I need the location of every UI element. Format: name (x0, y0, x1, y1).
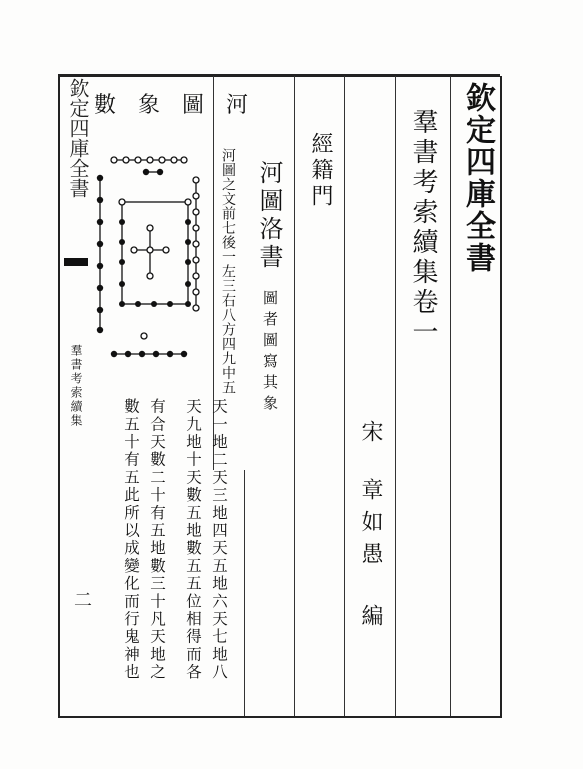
body-line-1: 天一地二天三地四天五地六天七地八 (210, 398, 228, 682)
body-line-2: 天九地十天數五地數五五位相得而各 (184, 398, 202, 682)
section-title: 河圖洛書 (255, 160, 283, 272)
diagram-title: 河圖象數 (94, 93, 271, 118)
margin-library-title: 欽定四庫全書 (66, 78, 90, 198)
library-title: 欽定四庫全書 (460, 82, 495, 274)
author: 章如愚 (358, 478, 383, 574)
role: 編 (358, 604, 383, 632)
column-rule (294, 76, 295, 716)
diagram-caption: 河圖之文前七後一左三右八方四九中五 (220, 148, 236, 395)
hetu-diagram (94, 140, 204, 380)
margin-book-title: 羣書考索續集 (69, 344, 83, 428)
body-line-4: 數五十有五此所以成變化而行鬼神也 (122, 398, 140, 682)
page-number: 二 (71, 590, 92, 610)
column-rule (450, 76, 451, 716)
category: 經籍門 (308, 132, 333, 210)
column-rule (344, 76, 345, 716)
column-rule (395, 76, 396, 716)
book-title: 羣書考索續集卷一 (408, 108, 438, 348)
dynasty: 宋 (358, 420, 383, 448)
body-line-3: 有合天數二十有五地數三十凡天地之 (148, 398, 166, 682)
section-note: 圖者圖寫其象 (261, 290, 279, 416)
column-rule (244, 470, 245, 716)
